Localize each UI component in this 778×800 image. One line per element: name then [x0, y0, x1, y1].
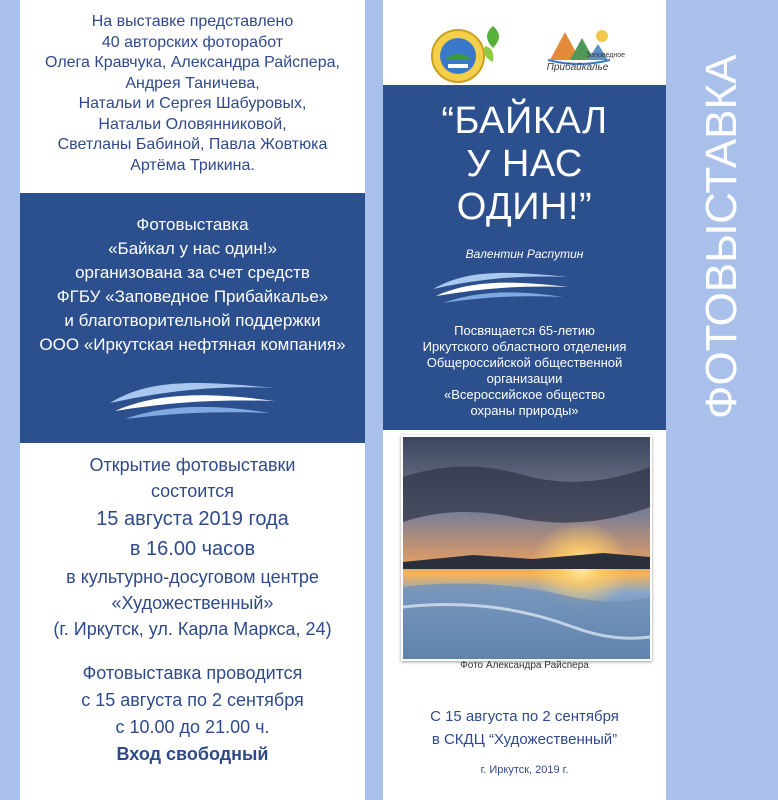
title-line: “БАЙКАЛ [441, 100, 608, 142]
sponsor-line: ООО «Иркутская нефтяная компания» [39, 335, 346, 354]
sponsor-box [20, 193, 365, 443]
authors-line: 40 авторских фоторабот [101, 33, 284, 51]
period-line: с 10.00 до 21.00 ч. [115, 717, 270, 737]
spine-title: ФОТОВЫСТАВКА [697, 54, 746, 419]
photo-credit: Фото Александра Райспера [460, 660, 589, 671]
fold-gap [365, 0, 383, 800]
opening-info [20, 452, 365, 642]
exhibition-period [20, 660, 365, 768]
quote-author: Валентин Распутин [465, 247, 584, 261]
wave-logo-icon [428, 265, 573, 310]
dedication-line: Общероссийской общественной [426, 355, 623, 370]
authors-line: Натальи Оловянниковой, [98, 115, 287, 133]
authors-line: Светланы Бабиной, Павла Жовтюка [57, 136, 328, 153]
dedication-line: Иркутского областного отделения [422, 339, 627, 354]
middle-panel [383, 0, 666, 800]
green-leaves-icon [479, 24, 507, 64]
period-line: Фотовыставка проводится [82, 663, 303, 683]
sponsor-line: «Байкал у нас один!» [108, 239, 277, 258]
authors-line: Натальи и Сергея Шабуровых, [78, 95, 307, 112]
sponsor-line: организована за счет средств [75, 263, 310, 282]
exhibition-title [383, 100, 666, 229]
left-margin-strip [0, 0, 20, 800]
title-line: У НАС [466, 143, 583, 185]
sponsor-text [20, 213, 365, 357]
opening-line: Открытие фотовыставки [89, 455, 296, 475]
society-emblem-icon [430, 28, 486, 84]
left-panel [20, 0, 365, 800]
dedication-line: организации [486, 371, 563, 386]
authors-list [20, 12, 365, 176]
free-entry-text: Вход свободный [116, 744, 269, 764]
opening-address: (г. Иркутск, ул. Карла Маркса, 24) [53, 619, 332, 639]
dates-line: С 15 августа по 2 сентября [430, 708, 619, 725]
sponsor-line: и благотворительной поддержки [64, 311, 321, 330]
authors-line: Артёма Трикина. [130, 156, 255, 174]
dedication-text [383, 323, 666, 419]
sponsor-line: Фотовыставка [136, 215, 249, 234]
dedication-line: Посвящается 65-летию [454, 323, 595, 338]
title-box [383, 85, 666, 430]
sponsor-line: ФГБУ «Заповедное Прибайкалье» [56, 287, 329, 306]
logo-title: Прибайкалье [546, 62, 609, 73]
authors-line: Олега Кравчука, Александра Райспера, [45, 54, 340, 71]
opening-time: в 16.00 часов [129, 538, 256, 560]
wave-logo-icon [105, 373, 280, 428]
opening-line: состоится [150, 481, 235, 501]
opening-venue: в культурно-досуговом центре [66, 567, 319, 587]
venue-line: в СКДЦ “Художественный” [431, 731, 618, 748]
title-line: ОДИН!” [456, 186, 593, 228]
spine-panel [666, 0, 778, 800]
logo-subtitle: Заповедное [586, 52, 625, 59]
dedication-line: охраны природы» [470, 403, 579, 418]
city-year: г. Иркутск, 2019 г. [480, 764, 569, 776]
exhibition-dates [383, 705, 666, 751]
dedication-line: «Всероссийское общество [444, 387, 605, 402]
authors-line: Андрея Таничева, [125, 74, 260, 92]
opening-venue-name: «Художественный» [111, 593, 274, 613]
opening-date: 15 августа 2019 года [96, 508, 289, 530]
authors-line: На выставке представлено [91, 13, 294, 30]
baikal-sunset-photo [401, 435, 652, 661]
period-line: с 15 августа по 2 сентября [81, 690, 304, 710]
